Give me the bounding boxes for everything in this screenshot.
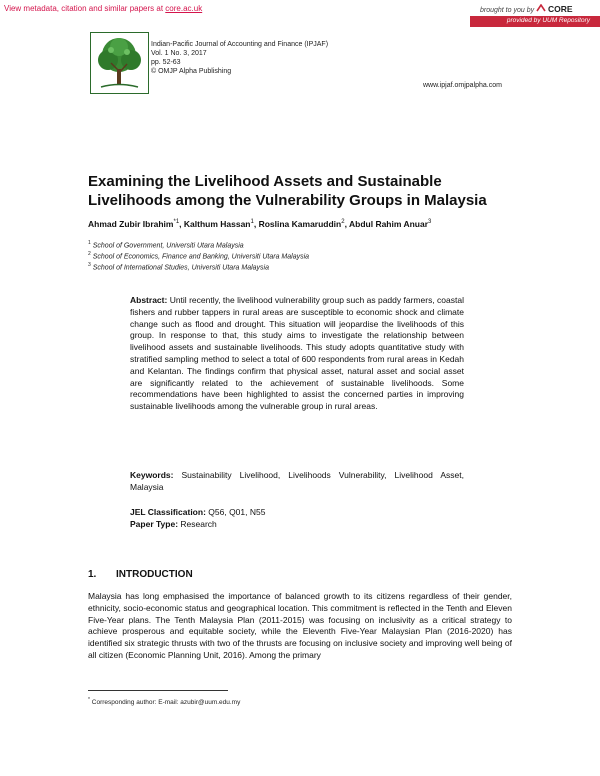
abstract-label: Abstract: [130,295,168,305]
affiliation-text: School of Government, Universiti Utara Malaysia [92,242,244,250]
author-name: Kalthum Hassan [183,219,251,229]
jel-label: JEL Classification: [130,507,206,517]
affiliation-mark: 1 [88,240,91,246]
paper-type-value: Research [180,519,217,529]
paper-type-label: Paper Type: [130,519,179,529]
section-title: INTRODUCTION [116,569,193,580]
core-logo-text: CORE [548,4,573,14]
core-logo-icon [536,4,546,12]
journal-url[interactable]: www.ipjaf.omjpalpha.com [423,82,502,89]
affiliation-text: School of International Studies, Universiti Utara Malaysia [92,264,269,272]
jel-codes: Q56, Q01, N55 [208,507,266,517]
core-metadata-text: View metadata, citation and similar papers at [4,4,164,13]
author-name: Abdul Rahim Anuar [349,219,429,229]
intro-paragraph: Malaysia has long emphasised the importance of balanced growth to its citizens regardless of their gender, ethnicity, socio-economic status and geographical location. This commitment is reflected in the Tenth and Eleven Five-Year plans. The Tenth Malaysia Plan (2011-2015) was focusing on inclusivity as a critical strategy to achieve prosperous and equitable society, while the Eleventh Five-Year Malaysian Plan (2016-2020) has identified six strategic thrusts with two of the thrusts are focusing on inclusive society and improving well being of all citizen (Economic Planning Unit, 2016). Among the primary [88,591,512,660]
affiliation-mark: 2 [88,251,91,257]
journal-info [151,40,328,76]
footnote [88,697,240,706]
core-link[interactable]: core.ac.uk [165,4,203,13]
core-brought-by[interactable] [480,4,573,14]
core-metadata-note [4,4,202,13]
affiliation [88,251,309,260]
affiliation-mark: 3 [88,262,91,268]
journal-volume: Vol. 1 No. 3, 2017 [151,50,207,57]
journal-pages: pp. 52-63 [151,59,181,66]
jel-classification [130,506,265,518]
abstract-text: Until recently, the livelihood vulnerability group such as paddy farmers, coastal fishers and rubber tappers in rural areas are susceptible to economic shock and climate change such as flood and drought. This situation will jeopardise the livelihoods of this group. In response to that, this study aims to investigate the relationship between livelihood assets and sustainable livelihoods. This study adopts quantitative study with stratified sampling method to select a total of 600 respondents from rural areas in Kedah and Kelantan. The findings confirm that physical asset, natural asset and social asset are significantly related to the achievement of sustainable livelihoods. Some recommendations have been highlighted to assist the concerned parties in improving sustainable livelihoods among the vulnerable group in rural areas. [130,295,464,412]
affiliation-text: School of Economics, Finance and Banking, Universiti Utara Malaysia [92,253,310,261]
abstract [130,295,464,413]
author-mark: *1 [173,219,180,226]
affiliation [88,240,244,249]
author-mark: 1 [250,219,254,226]
author-name: Roslina Kamaruddin [258,219,342,229]
section-number: 1. [88,569,97,580]
footnote-divider [88,690,228,691]
paper-title-line-2: Livelihoods among the Vulnerability Groups in Malaysia [88,192,487,209]
keywords [130,469,464,493]
author-mark: 3 [428,219,432,226]
core-brought-text: brought to you by [480,7,535,14]
paper-type [130,518,265,530]
core-provider-text: provided by UUM Repository [506,17,590,24]
core-provider-strip [470,16,600,27]
classification-block [130,506,265,530]
journal-name: Indian-Pacific Journal of Accounting and Finance (IPJAF) [151,41,329,48]
author-list: Ahmad Zubir Ibrahim$^{*1}$, Kalthum Hassan$^1$, Roslina Kamaruddin$^2$, Abdul Rahim Anuar$^3$ [88,219,432,229]
paper-title [88,172,518,210]
tree-logo-icon [91,33,148,93]
footnote-text: Corresponding author: E-mail: azubir@uum.edu.my [91,699,241,707]
journal-logo [90,32,149,94]
footnote-mark: * [88,697,90,703]
section-heading [88,569,193,580]
keywords-text: Sustainability Livelihood, Livelihoods Vulnerability, Livelihood Asset, Malaysia [130,470,464,492]
keywords-label: Keywords: [130,470,174,480]
paper-title-line-1: Examining the Livelihood Assets and Sustainable [88,173,442,190]
author-mark: 2 [341,219,345,226]
journal-publisher: © OMJP Alpha Publishing [151,68,232,75]
affiliation [88,262,269,271]
author-name: Ahmad Zubir Ibrahim [88,219,174,229]
